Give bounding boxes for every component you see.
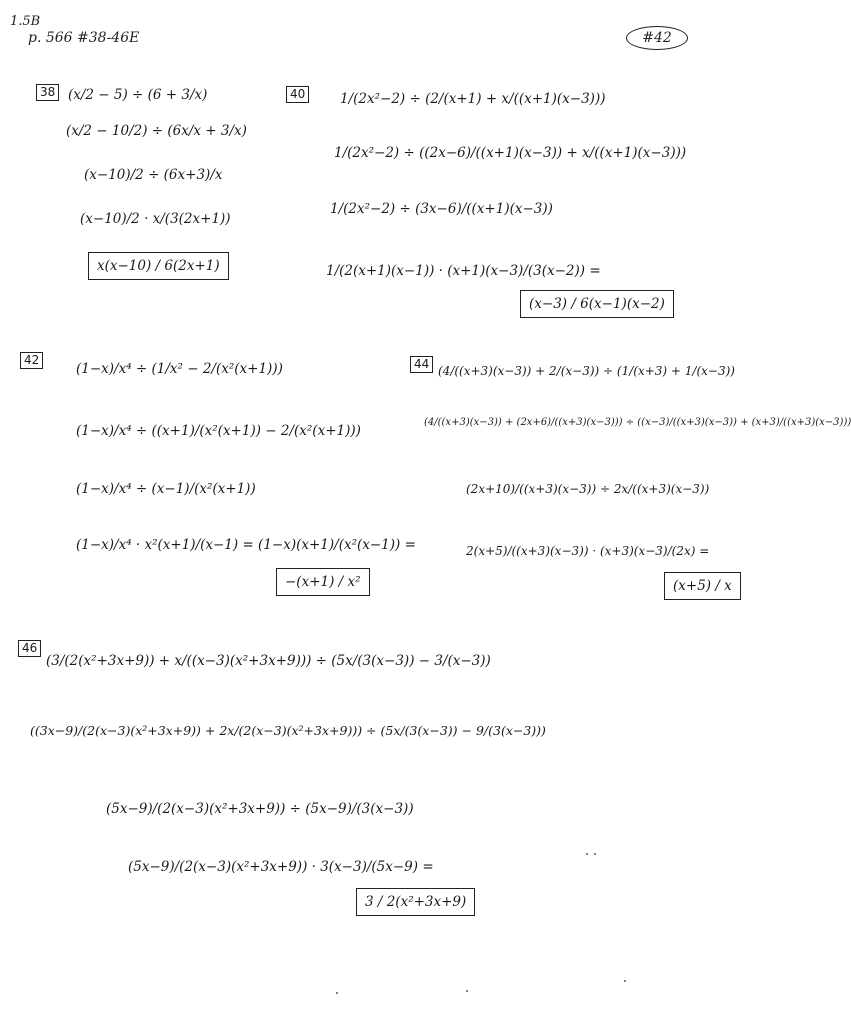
- problem-number: 42: [20, 352, 43, 369]
- step: 2(x+5)/((x+3)(x−3)) · (x+3)(x−3)/(2x) =: [466, 544, 710, 558]
- step: ((3x−9)/(2(x−3)(x²+3x+9)) + 2x/(2(x−3)(x²+3x+9))) ÷ (5x/(3(x−3)) − 9/(3(x−3))): [30, 723, 546, 738]
- answer: −(x+1) / x²: [276, 568, 370, 596]
- page-number: #42: [626, 26, 688, 50]
- answer: 3 / 2(x²+3x+9): [356, 888, 475, 916]
- assignment-label: p. 566 #38-46E: [28, 30, 140, 46]
- problem-40: [286, 86, 309, 103]
- section-label: 1.5B: [10, 14, 41, 29]
- scan-mark: [624, 980, 626, 982]
- problem-number: 40: [286, 86, 309, 103]
- scan-mark: [336, 992, 338, 994]
- problem-42: [20, 352, 43, 369]
- step: 1/(2(x+1)(x−1)) · (x+1)(x−3)/(3(x−2)) =: [326, 263, 601, 279]
- step: (x−10)/2 · x/(3(2x+1)): [80, 211, 231, 227]
- step: 1/(2x²−2) ÷ (3x−6)/((x+1)(x−3)): [330, 201, 553, 217]
- answer: x(x−10) / 6(2x+1): [88, 252, 229, 280]
- step: 1/(2x²−2) ÷ ((2x−6)/((x+1)(x−3)) + x/((x+1)(x−3))): [334, 145, 687, 161]
- step: 1/(2x²−2) ÷ (2/(x+1) + x/((x+1)(x−3))): [340, 91, 606, 107]
- step: (x/2 − 5) ÷ (6 + 3/x): [68, 87, 208, 103]
- problem-number: 44: [410, 356, 433, 373]
- problem-number: 46: [18, 640, 41, 657]
- problem-46: [18, 640, 41, 657]
- answer-box: [356, 888, 475, 916]
- answer: (x+5) / x: [664, 572, 741, 600]
- step: (1−x)/x⁴ ÷ (x−1)/(x²(x+1)): [76, 481, 256, 497]
- step: (1−x)/x⁴ ÷ (1/x² − 2/(x²(x+1))): [76, 361, 283, 377]
- step: (1−x)/x⁴ · x²(x+1)/(x−1) = (1−x)(x+1)/(x²(x−1)) =: [76, 537, 416, 553]
- answer-box: [88, 252, 229, 280]
- step: (1−x)/x⁴ ÷ ((x+1)/(x²(x+1)) − 2/(x²(x+1))): [76, 423, 361, 439]
- step: (x/2 − 10/2) ÷ (6x/x + 3/x): [66, 123, 247, 139]
- step: (4/((x+3)(x−3)) + 2/(x−3)) ÷ (1/(x+3) + 1/(x−3)): [438, 364, 735, 378]
- answer: (x−3) / 6(x−1)(x−2): [520, 290, 674, 318]
- problem-number: 38: [36, 84, 59, 101]
- step: (5x−9)/(2(x−3)(x²+3x+9)) · 3(x−3)/(5x−9) =: [128, 859, 434, 875]
- step: (x−10)/2 ÷ (6x+3)/x: [84, 167, 223, 183]
- answer-box: [276, 568, 370, 596]
- problem-38: [36, 84, 59, 101]
- scan-mark: [466, 990, 468, 992]
- answer-box: [664, 572, 741, 600]
- step: (5x−9)/(2(x−3)(x²+3x+9)) ÷ (5x−9)/(3(x−3)): [106, 801, 414, 817]
- step: (2x+10)/((x+3)(x−3)) ÷ 2x/((x+3)(x−3)): [466, 482, 710, 496]
- step: (4/((x+3)(x−3)) + (2x+6)/((x+3)(x−3))) ÷ ((x−3)/((x+3)(x−3)) + (x+3)/((x+3)(x−3))): [424, 417, 851, 428]
- scan-mark: [594, 853, 596, 855]
- answer-box: [520, 290, 674, 318]
- problem-44: [410, 356, 433, 373]
- scan-mark: [586, 853, 588, 855]
- step: (3/(2(x²+3x+9)) + x/((x−3)(x²+3x+9))) ÷ (5x/(3(x−3)) − 3/(x−3)): [46, 653, 491, 669]
